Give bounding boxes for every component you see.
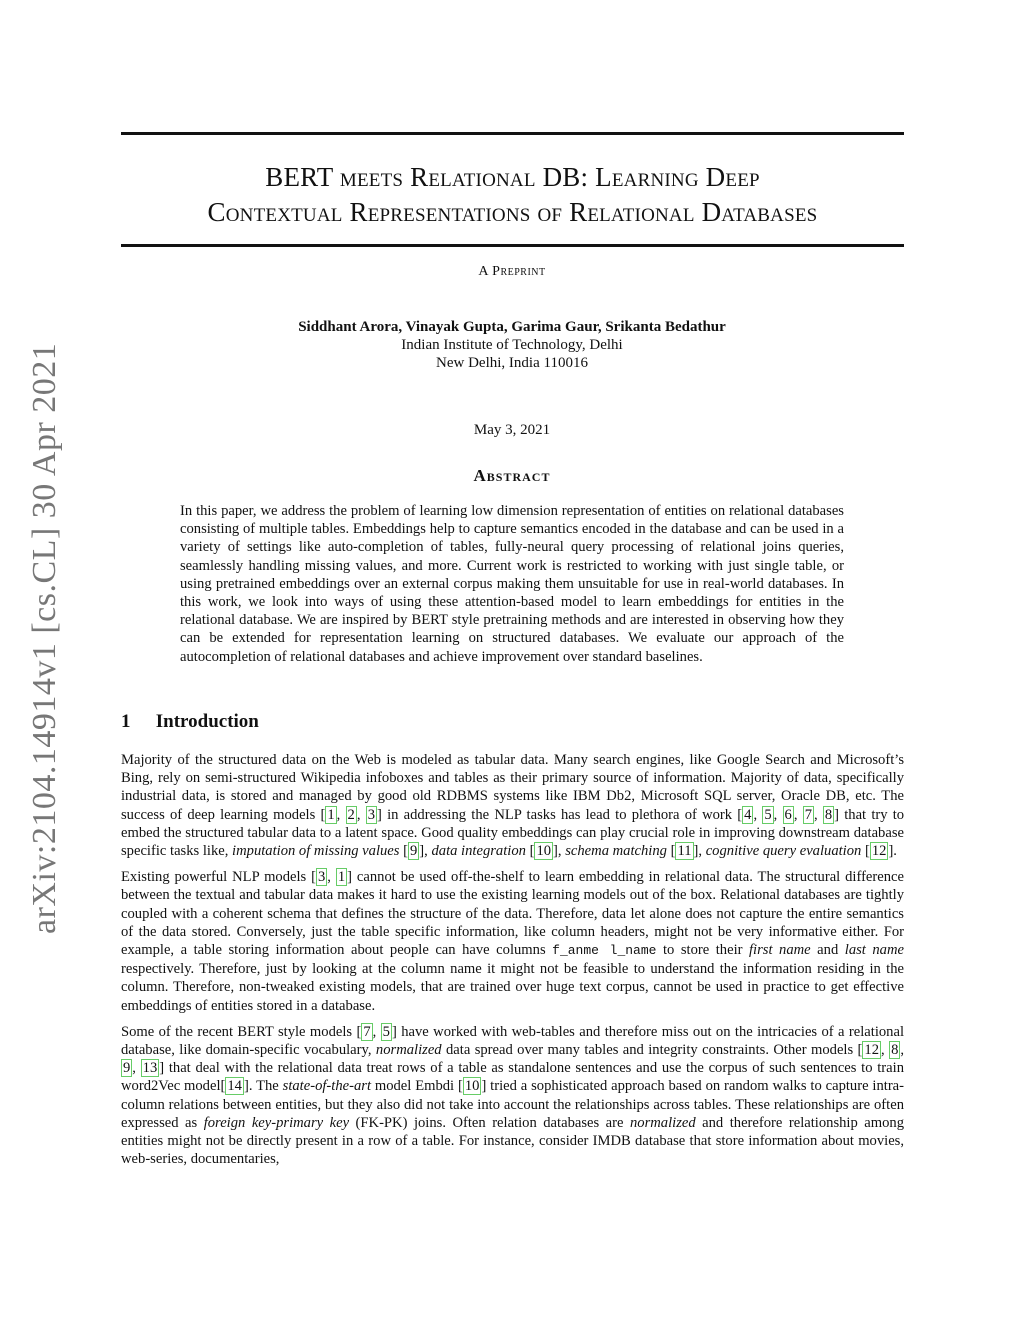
body-text-run: ] have worked with web-tables and therefore miss out on the intricacies of a relational database, like domain-specific vocabulary,	[121, 1023, 905, 1059]
emphasis-text: imputation of missing values	[232, 843, 400, 860]
body-text-run: respectively. Therefore, just by looking at the column name it might not be feasible to understand the information residing in the column. Therefore, non-tweaked existing models, that are trained over huge text corpus, cannot be used in practice to get effective embeddings of entities stored in a database.	[121, 961, 904, 1014]
citation-link[interactable]: 8	[891, 1042, 899, 1059]
body-text-run: ,	[900, 1042, 905, 1059]
citation-link[interactable]: 5	[764, 806, 772, 823]
arxiv-identifier: arXiv:2104.14914v1 [cs.CL] 30 Apr 2021	[26, 342, 63, 934]
paragraph-3	[121, 1023, 904, 1169]
section-heading	[121, 711, 259, 733]
citation-link[interactable]: 13	[142, 1060, 158, 1077]
citation-link[interactable]: 5	[382, 1023, 390, 1040]
author-affiliation: Indian Institute of Technology, Delhi	[401, 337, 623, 353]
citation-link[interactable]: 12	[864, 1042, 880, 1059]
body-text-run: [	[861, 843, 870, 860]
title-bottom-rule	[121, 244, 904, 247]
citation-link[interactable]: 10	[536, 843, 552, 860]
citation-link[interactable]: 9	[410, 843, 418, 860]
citation-link[interactable]: 11	[677, 843, 692, 860]
citation-link[interactable]: 8	[824, 806, 833, 823]
body-text-run: data spread over many tables and integrity constraints. Other models [	[441, 1042, 863, 1059]
emphasis-text: cognitive query evaluation	[705, 843, 862, 860]
citation-link[interactable]: 9	[123, 1060, 131, 1077]
body-text-run: to store their	[656, 942, 749, 959]
body-text	[121, 751, 904, 1176]
emphasis-text: normalized	[629, 1114, 696, 1131]
emphasis-text: normalized	[375, 1042, 442, 1059]
body-text-run: ] that try to embed the structured tabular data to a latent space. Good quality embeddings can play crucial role in improving downstream database specific tasks like,	[121, 806, 905, 860]
body-text-run: ,	[773, 806, 783, 823]
body-text-run: ,	[753, 806, 763, 823]
author-address: New Delhi, India 110016	[436, 355, 588, 371]
citation-link[interactable]: 7	[804, 806, 812, 823]
body-text-run: ] that deal with the relational data treat rows of a table as standalone sentences and use the corpus of such sentences to train word2Vec model[	[121, 1060, 905, 1095]
body-text-run: ],	[553, 843, 566, 860]
body-text-run: ,	[336, 806, 346, 823]
preprint-label: A Preprint	[478, 264, 546, 279]
paragraph-1	[121, 751, 904, 860]
body-text-run: and therefore relationship among entities might not be directly present in a row of a table. For instance, consider IMDB database that store information about movies, web-series, documentaries,	[121, 1114, 904, 1168]
section-title: Introduction	[155, 711, 259, 732]
citation-link[interactable]: 6	[784, 806, 792, 823]
body-text-run: Existing powerful NLP models [	[121, 869, 316, 886]
body-text-run: ,	[132, 1060, 141, 1077]
emphasis-text: data integration	[431, 843, 526, 860]
citation-link[interactable]: 12	[871, 843, 887, 860]
citation-link[interactable]: 4	[744, 806, 752, 823]
body-text-run: ]. The	[243, 1078, 283, 1095]
body-text-run: [	[525, 843, 535, 860]
emphasis-text: first name	[749, 942, 811, 959]
code-text: f_anme l_name	[552, 943, 657, 959]
abstract-heading: Abstract	[473, 466, 551, 485]
title-line-2: Contextual Representations of Relational Databases	[207, 197, 818, 227]
citation-link[interactable]: 1	[337, 869, 346, 886]
body-text-run: ],	[693, 843, 706, 860]
citation-link[interactable]: 14	[227, 1078, 242, 1095]
emphasis-text: foreign key-primary key	[203, 1114, 350, 1131]
body-text-run: ].	[888, 843, 897, 860]
body-text-run: [	[666, 843, 676, 860]
paper-date: May 3, 2021	[473, 422, 551, 438]
citation-link[interactable]: 7	[363, 1023, 371, 1040]
citation-link[interactable]: 3	[317, 869, 326, 886]
body-text-run: ,	[813, 806, 823, 823]
emphasis-text: last name	[844, 942, 904, 959]
citation-link[interactable]: 10	[464, 1078, 480, 1095]
body-text-run: Some of the recent BERT style models [	[121, 1023, 362, 1040]
body-text-run: (FK-PK) joins. Often relation databases are	[349, 1114, 630, 1131]
emphasis-text: state-of-the-art	[282, 1078, 371, 1095]
emphasis-text: schema matching	[565, 843, 667, 860]
section-number: 1	[121, 711, 131, 732]
citation-link[interactable]: 3	[367, 806, 376, 823]
citation-link[interactable]: 2	[347, 806, 355, 823]
body-text-run: model Embdi [	[371, 1078, 463, 1095]
paragraph-2	[121, 868, 904, 1015]
author-block	[0, 318, 1024, 372]
body-text-run: ],	[419, 843, 432, 860]
body-text-run: and	[810, 942, 845, 959]
citation-link[interactable]: 1	[327, 806, 335, 823]
body-text-run: ,	[793, 806, 803, 823]
body-text-run: ] tried a sophisticated approach based on random walks to capture intra-column relations between entities, but they also did not take into account the relationships across tables. These relationships are often expressed as	[121, 1078, 905, 1131]
title-top-rule	[121, 132, 904, 135]
body-text-run: ,	[327, 869, 336, 886]
body-text-run: ] cannot be used off-the-shelf to learn embedding in relational data. The structural difference between the textual and tabular data makes it hard to use the existing learning models out of the box. Relational databases are tightly coupled with a coherent schema that defines the structure of the data. Therefore, data let alone does not capture the entire semantics of the data stored. Conversely, just the table specific information, like column headers, might not be very informative either. For example, a table storing information about people can have columns	[121, 869, 905, 959]
paper-title	[121, 160, 904, 230]
body-text-run: Majority of the structured data on the Web is modeled as tabular data. Many search engines, like Google Search and Microsoft’s Bing, rely on semi-structured Wikipedia infoboxes and tables as their primary source of information. Majority of data, specifically industrial data, is stored and managed by good old RDBMS systems like IBM Db2, Microsoft SQL server, Oracle DB, etc. The success of deep learning models [	[121, 752, 904, 823]
body-text-run: ,	[881, 1042, 890, 1059]
body-text-run: ,	[372, 1023, 381, 1040]
author-names: Siddhant Arora, Vinayak Gupta, Garima Gaur, Srikanta Bedathur	[298, 319, 726, 335]
abstract-text: In this paper, we address the problem of learning low dimension representation of entities on relational databases consisting of multiple tables. Embeddings help to capture semantics encoded in the database and can be used in a variety of settings like auto-completion of tables, fully-neural query processing of relational joins queries, seamlessly handling missing values, and more. Current work is restricted to working with just single table, or using pretrained embeddings over an external corpus making them unsuitable for use in real-world databases. In this work, we look into ways of using these attention-based model to learn embeddings for entities in the relational database. We are inspired by BERT style pretraining methods and are interested in observing how they can be extended for representation learning on structured databases. We evaluate our approach of the autocompletion of relational databases and achieve improvement over standard baselines.	[180, 503, 844, 665]
body-text-run: [	[399, 843, 408, 860]
body-text-run: ,	[356, 806, 366, 823]
body-text-run: ] in addressing the NLP tasks has lead to plethora of work [	[377, 806, 743, 823]
title-line-1: BERT meets Relational DB: Learning Deep	[265, 162, 760, 192]
